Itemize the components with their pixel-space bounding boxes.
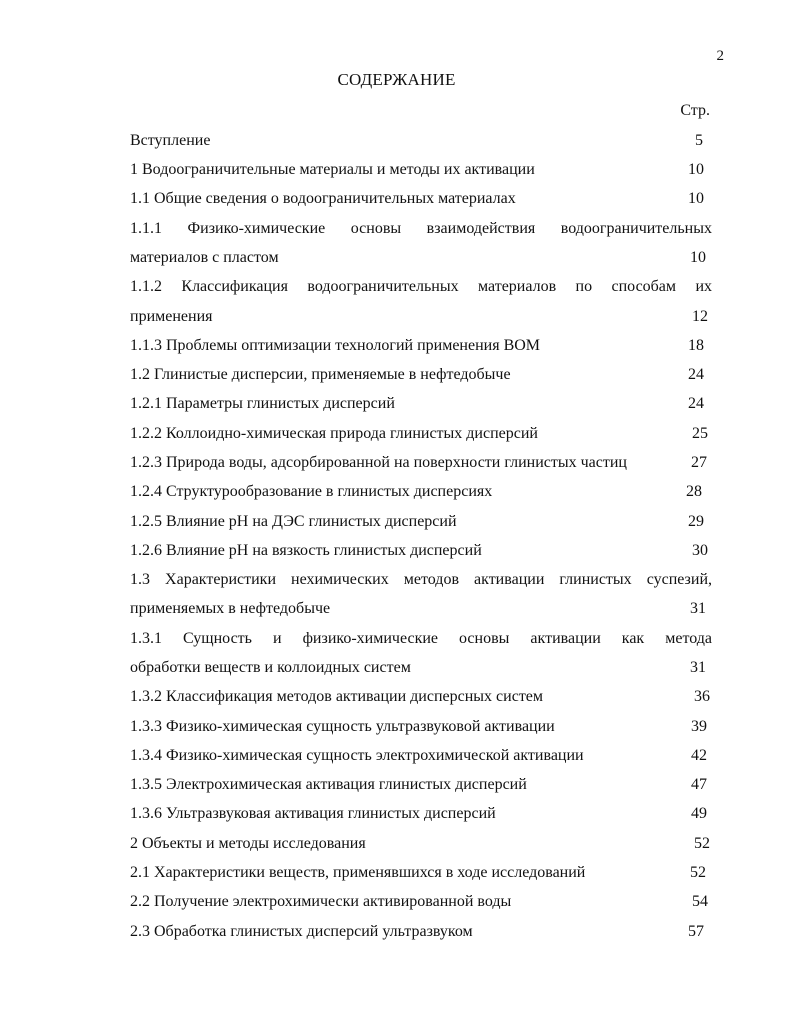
toc-entry: [130, 243, 712, 272]
toc-entry-page: 42: [691, 747, 707, 764]
toc-entry-title: применяемых в нефтедобыче: [130, 600, 331, 617]
toc-entry: [130, 653, 712, 682]
toc-entry-title: обработки веществ и коллоидных систем: [130, 659, 411, 676]
toc-entry-page: 28: [686, 483, 702, 500]
toc-entry: [130, 712, 712, 741]
toc-entry-title: 1.3 Характеристики нехимических методов активации глинистых суспезий,: [130, 571, 712, 588]
toc-entry-page: 57: [688, 923, 704, 940]
toc-entry-title: 1.2.2 Коллоидно-химическая природа глинистых дисперсий: [130, 425, 538, 442]
toc-entry-page: 39: [691, 718, 707, 735]
toc-entry: [130, 682, 712, 711]
toc-entry-title: 2 Объекты и методы исследования: [130, 835, 366, 852]
toc-entry: [130, 448, 712, 477]
toc-entry: [130, 155, 712, 184]
toc-entry-page: 49: [691, 805, 707, 822]
toc-entry-title: 2.2 Получение электрохимически активированной воды: [130, 893, 512, 910]
toc-entry-title: 1.2.6 Влияние рН на вязкость глинистых дисперсий: [130, 542, 482, 559]
toc-entry-title: 1.2 Глинистые дисперсии, применяемые в нефтедобыче: [130, 366, 511, 383]
toc-entry-page: 10: [688, 161, 704, 178]
toc-entry-page: 29: [688, 513, 704, 530]
toc-entry-page: 31: [690, 659, 706, 676]
toc-entry: [130, 536, 712, 565]
toc-entry: [130, 565, 712, 594]
page-number: 2: [716, 48, 724, 64]
toc-entry-title: 1.2.1 Параметры глинистых дисперсий: [130, 395, 395, 412]
toc-entry-page: 12: [692, 308, 708, 325]
toc-entry: [130, 272, 712, 301]
toc-entry: [130, 184, 712, 213]
toc-entry: [130, 799, 712, 828]
toc-entry-title: 1.1.2 Классификация водоограничительных материалов по способам их: [130, 278, 712, 295]
toc-entry: [130, 302, 712, 331]
toc-entry-title: 1.2.3 Природа воды, адсорбированной на поверхности глинистых частиц: [130, 454, 627, 471]
toc-entry-title: 1.1 Общие сведения о водоограничительных материалах: [130, 190, 516, 207]
toc-entry-title: 1.3.6 Ультразвуковая активация глинистых дисперсий: [130, 805, 496, 822]
toc-entry: [130, 389, 712, 418]
toc-entry-page: 36: [694, 688, 710, 705]
toc-entry-title: 1 Водоограничительные материалы и методы их активации: [130, 161, 535, 178]
toc-entry-page: 52: [694, 835, 710, 852]
toc-entry: [130, 594, 712, 623]
toc-entry-title: 1.2.4 Структурообразование в глинистых дисперсиях: [130, 483, 493, 500]
toc-entry-page: 24: [688, 395, 704, 412]
toc-entry: [130, 214, 712, 243]
toc-entry-title: 1.3.3 Физико-химическая сущность ультразвуковой активации: [130, 718, 555, 735]
toc-entry-page: 5: [695, 132, 703, 149]
toc-entry-page: 24: [688, 366, 704, 383]
toc-entry-page: 25: [692, 425, 708, 442]
toc-entry: [130, 858, 712, 887]
toc-entry-title: 1.3.2 Классификация методов активации дисперсных систем: [130, 688, 544, 705]
toc-entry-page: 30: [692, 542, 708, 559]
toc-entry: [130, 126, 712, 155]
toc-entry-title: материалов с пластом: [130, 249, 279, 266]
toc-entry: [130, 331, 712, 360]
toc-entry: [130, 770, 712, 799]
toc-entry-page: 10: [690, 249, 706, 266]
toc-entry: [130, 917, 712, 946]
toc-entry: [130, 507, 712, 536]
toc-entry-page: 10: [688, 190, 704, 207]
toc-entry: [130, 829, 712, 858]
toc-entry-title: 2.1 Характеристики веществ, применявшихся в ходе исследований: [130, 864, 586, 881]
toc-entry-title: 2.3 Обработка глинистых дисперсий ультразвуком: [130, 923, 473, 940]
toc-entry-page: 47: [691, 776, 707, 793]
toc-entry-page: 27: [691, 454, 707, 471]
toc-entry: [130, 887, 712, 916]
toc-entry: [130, 360, 712, 389]
toc-entry-page: 31: [690, 600, 706, 617]
toc-entry: [130, 624, 712, 653]
toc-entry-title: 1.2.5 Влияние рН на ДЭС глинистых дисперсий: [130, 513, 457, 530]
toc-entry-page: 54: [692, 893, 708, 910]
toc-entry-title: 1.3.1 Сущность и физико-химические основы активации как метода: [130, 630, 712, 647]
toc-entry: [130, 477, 712, 506]
toc-entry-title: 1.1.3 Проблемы оптимизации технологий применения ВОМ: [130, 337, 541, 354]
toc-entry: [130, 419, 712, 448]
toc-entry-title: применения: [130, 308, 213, 325]
toc-entry-title: 1.3.4 Физико-химическая сущность электрохимической активации: [130, 747, 584, 764]
toc-entry-title: 1.1.1 Физико-химические основы взаимодействия водоограничительных: [130, 220, 712, 237]
toc-entry: [130, 741, 712, 770]
toc-entry-page: 18: [688, 337, 704, 354]
toc-entry-page: 52: [690, 864, 706, 881]
toc-entry-title: 1.3.5 Электрохимическая активация глинистых дисперсий: [130, 776, 527, 793]
page-title: СОДЕРЖАНИЕ: [337, 70, 456, 89]
toc-entry-title: Вступление: [130, 132, 211, 149]
page-column-header: Стр.: [680, 102, 710, 119]
